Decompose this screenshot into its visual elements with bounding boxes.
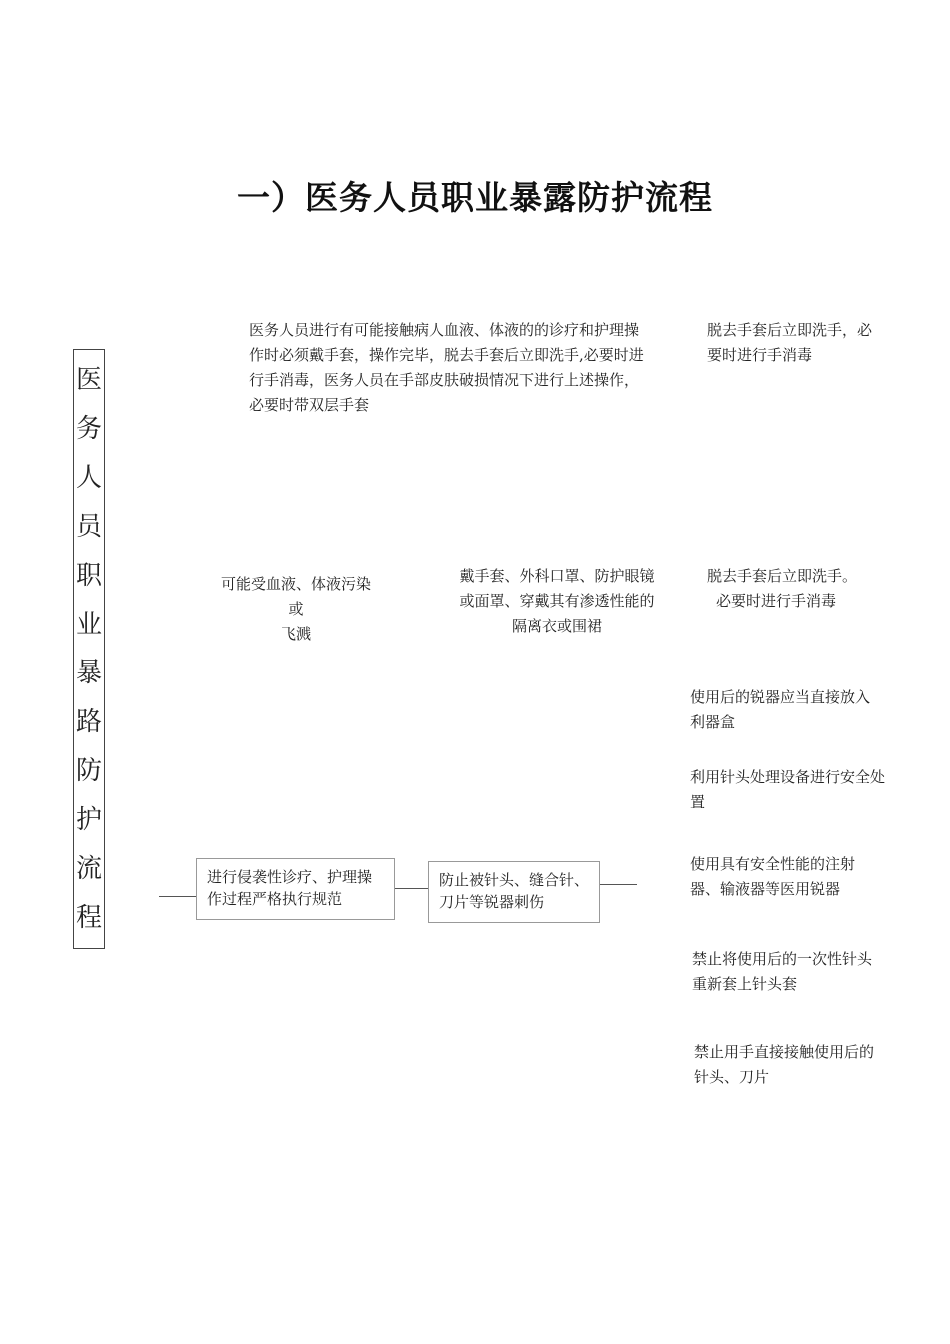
connector-line: [395, 888, 428, 889]
side-label-char: 路: [75, 707, 102, 738]
splash-condition-text: [200, 572, 392, 647]
sharps-measure-item: 禁止将使用后的一次性针头重新套上针头套: [692, 950, 873, 993]
side-label-char: 务: [75, 414, 102, 445]
sharps-measure-item: 禁止用手直接接触使用后的针头、刀片: [694, 1043, 875, 1086]
side-label-char: 程: [75, 902, 102, 933]
protective-equipment-text: 戴手套、外科口罩、防护眼镜或面罩、穿戴其有渗透性能的隔离衣或围裙: [459, 567, 655, 635]
splash-condition-line: 可能受血液、体液污染: [220, 575, 371, 593]
wash-hands-text-2: [707, 564, 887, 614]
sharps-injury-box: 防止被针头、缝合针、刀片等锐器刺伤: [428, 861, 600, 923]
connector-line: [600, 884, 637, 885]
side-label-char: 医: [75, 365, 102, 396]
side-label-box: [73, 349, 105, 949]
side-label-char: 职: [75, 560, 102, 591]
sharps-measure-item: 使用具有安全性能的注射器、输液器等医用锐器: [690, 855, 856, 898]
sharps-measure-item: 利用针头处理设备进行安全处置: [690, 768, 886, 811]
side-label-char: 暴: [75, 658, 102, 689]
splash-condition-line: 飞溅: [280, 625, 311, 643]
side-label-char: 流: [75, 853, 102, 884]
connector-line: [159, 896, 197, 897]
wash-hands-line: 必要时进行手消毒: [716, 592, 837, 610]
wash-hands-text-1: 脱去手套后立即洗手，必要时进行手消毒: [707, 321, 873, 364]
side-label-char: 防: [75, 756, 102, 787]
side-label-char: 业: [75, 609, 102, 640]
side-label-char: 人: [75, 463, 102, 494]
side-label-char: 护: [75, 804, 102, 835]
invasive-procedure-box: 进行侵袭性诊疗、护理操作过程严格执行规范: [196, 858, 395, 920]
gloves-requirement-text: 医务人员进行有可能接触病人血液、体液的的诊疗和护理操作时必须戴手套，操作完毕，脱去手套后立即洗手,必要时进行手消毒，医务人员在手部皮肤破损情况下进行上述操作，必要时带双层手套: [249, 321, 644, 414]
side-label-char: 员: [75, 511, 102, 542]
wash-hands-line: 脱去手套后立即洗手。: [707, 567, 858, 585]
page-title: 一）医务人员职业暴露防护流程: [237, 178, 713, 217]
sharps-measure-item: 使用后的锐器应当直接放入利器盒: [690, 688, 871, 731]
splash-condition-line: 或: [288, 600, 304, 618]
